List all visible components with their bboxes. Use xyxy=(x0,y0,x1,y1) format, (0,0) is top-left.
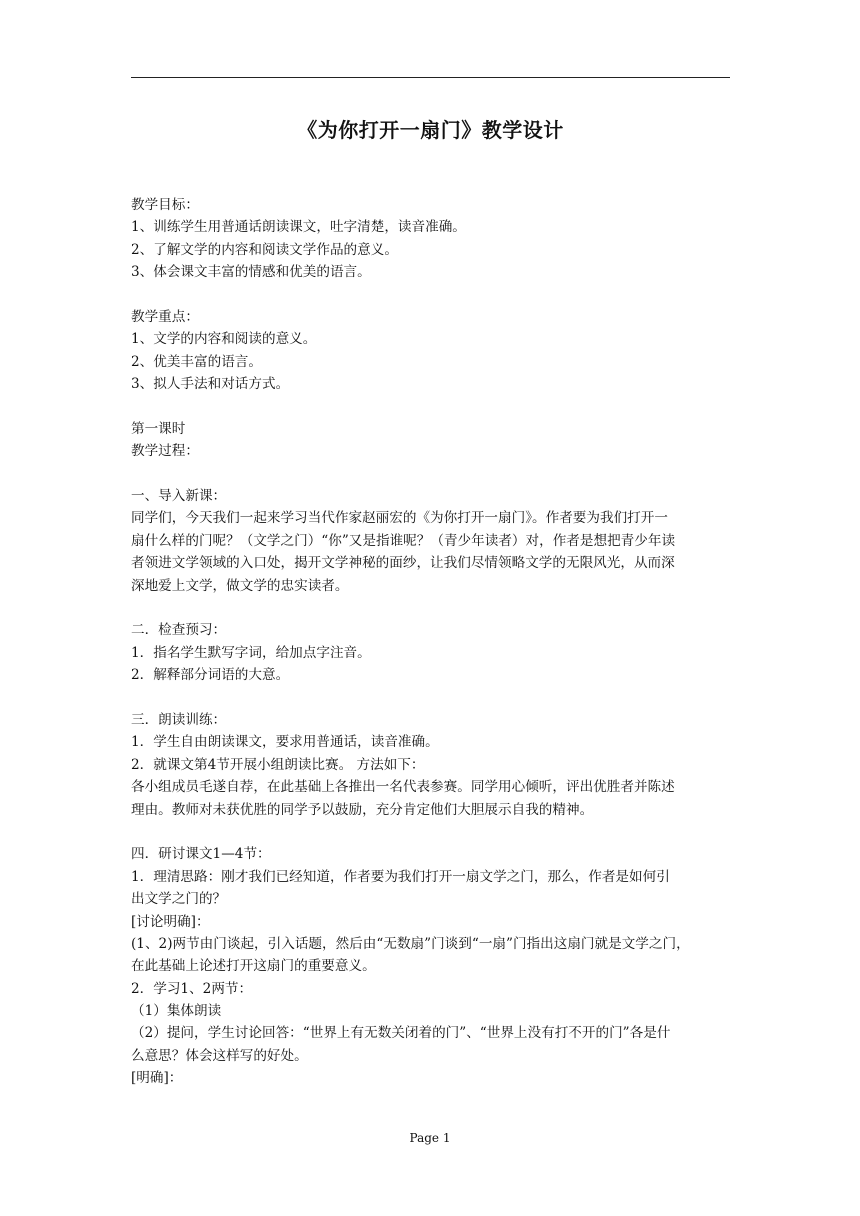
spacer xyxy=(131,396,730,418)
paragraph-line: 么意思？体会这样写的好处。 xyxy=(131,1047,308,1064)
section-heading: 第一课时 xyxy=(131,420,186,437)
spacer xyxy=(131,463,730,485)
spacer xyxy=(131,687,730,709)
document-body xyxy=(131,194,730,1090)
paragraph-line: 1．理清思路：刚才我们已经知道，作者要为我们打开一扇文学之门，那么，作者是如何引 xyxy=(131,868,670,885)
paragraph-line: 同学们，今天我们一起来学习当代作家赵丽宏的《为你打开一扇门》。作者要为我们打开一 xyxy=(131,510,668,527)
paragraph-line: 2．学习1、2两节： xyxy=(131,980,253,997)
section-introduction xyxy=(131,485,730,597)
paragraph-line: 者领进文学领域的入口处，揭开文学神秘的面纱，让我们尽情领略文学的无限风光，从而深 xyxy=(131,555,675,572)
paragraph-line: 2、优美丰富的语言。 xyxy=(131,353,262,370)
paragraph-line: 在此基础上论述打开这扇门的重要意义。 xyxy=(131,958,376,975)
paragraph-line: 理由。教师对未获优胜的同学予以鼓励，充分肯定他们大胆展示自我的精神。 xyxy=(131,801,594,818)
paragraph-line: 2、了解文学的内容和阅读文学作品的意义。 xyxy=(131,241,398,258)
section-reading-practice xyxy=(131,709,730,821)
paragraph-line: （1）集体朗读 xyxy=(131,1003,222,1020)
document-title: 《为你打开一扇门》教学设计 xyxy=(297,118,564,142)
page-number: Page 1 xyxy=(409,1131,451,1145)
paragraph-line: 出文学之门的？ xyxy=(131,891,227,908)
section-preview-check xyxy=(131,619,730,686)
paragraph-line: 1．学生自由朗读课文，要求用普通话，读音准确。 xyxy=(131,734,439,751)
section-heading: 三．朗读训练： xyxy=(131,711,227,728)
paragraph-line: 教学过程： xyxy=(131,443,199,460)
paragraph-line: 1．指名学生默写字词，给加点字注音。 xyxy=(131,644,371,661)
section-heading: 教学目标： xyxy=(131,197,199,213)
paragraph-line: 3、拟人手法和对话方式。 xyxy=(131,376,290,393)
paragraph-line: 1、文学的内容和阅读的意义。 xyxy=(131,331,317,348)
section-heading: 教学重点： xyxy=(131,308,199,325)
section-key-points xyxy=(131,306,730,396)
paragraph-line: 1、训练学生用普通话朗读课文，吐字清楚，读音准确。 xyxy=(131,219,466,236)
section-heading: 四．研讨课文1—4节： xyxy=(131,846,271,863)
section-heading: 二．检查预习： xyxy=(131,622,227,639)
paragraph-line: （2）提问，学生讨论回答：“世界上有无数关闭着的门”、“世界上没有打不开的门”各是什 xyxy=(131,1025,671,1042)
paragraph-line: (1、2)两节由门谈起，引入话题，然后由“无数扇”门谈到“一扇”门指出这扇门就是文学之门， xyxy=(131,935,690,952)
paragraph-line: 2．就课文第4节开展小组朗读比赛。 方法如下： xyxy=(131,756,425,773)
paragraph-line: [讨论明确]： xyxy=(131,913,210,930)
paragraph-line: 深地爱上文学，做文学的忠实读者。 xyxy=(131,577,349,594)
section-objectives xyxy=(131,194,730,284)
spacer xyxy=(131,284,730,306)
section-text-study xyxy=(131,843,730,1089)
paragraph-line: [明确]： xyxy=(131,1070,183,1087)
section-heading: 一、导入新课： xyxy=(131,488,227,505)
spacer xyxy=(131,597,730,619)
spacer xyxy=(131,821,730,843)
paragraph-line: 3、体会课文丰富的情感和优美的语言。 xyxy=(131,264,371,281)
paragraph-line: 扇什么样的门呢？（文学之门）“你”又是指谁呢？（青少年读者）对，作者是想把青少年读 xyxy=(131,532,676,549)
paragraph-line: 2．解释部分词语的大意。 xyxy=(131,667,290,684)
section-lesson-one xyxy=(131,418,730,463)
header-rule xyxy=(131,77,730,78)
paragraph-line: 各小组成员毛遂自荐，在此基础上各推出一名代表参赛。同学用心倾听，评出优胜者并陈述 xyxy=(131,779,675,796)
